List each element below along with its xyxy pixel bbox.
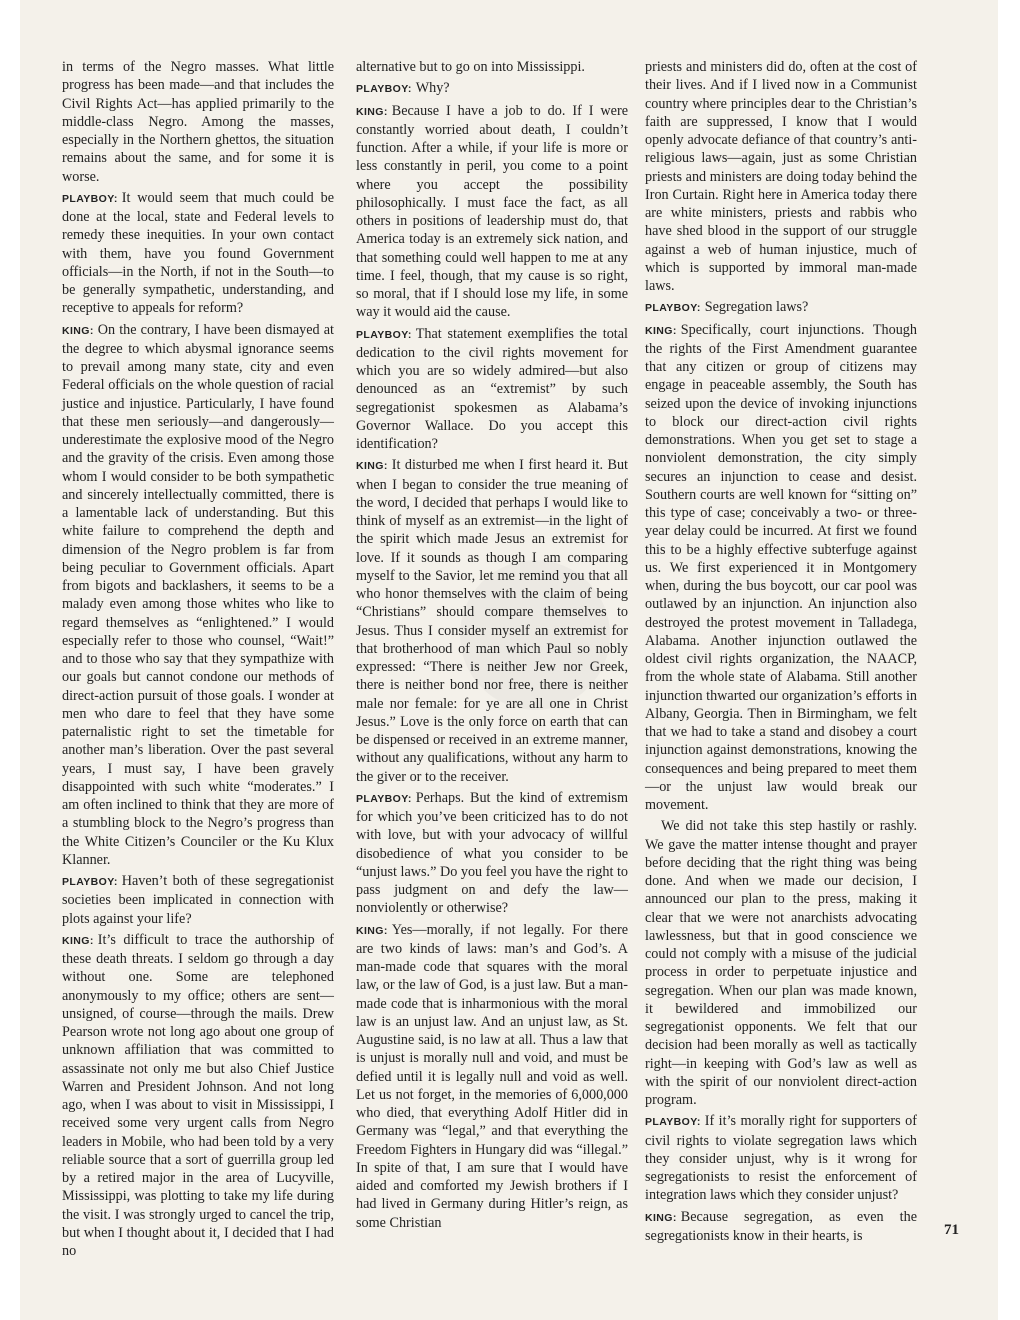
paragraph-text: in terms of the Negro masses. What little progress has been made—and that includes the Civil Rights Act—has applied primarily to the middle-class Negro. Among the masses, especially in the Northern ghettos, the situation remains about the same, and for some it is worse. — [62, 59, 334, 185]
speaker-label: PLAYBOY: — [645, 302, 701, 315]
interview-exchange — [62, 931, 334, 1261]
speaker-label: PLAYBOY: — [62, 876, 118, 888]
body-paragraph — [645, 58, 917, 295]
body-paragraph — [356, 58, 628, 76]
paragraph-text: priests and ministers did do, often at the cost of their lives. And if I lived now in a Communist country where principles dear to the Christian’s faith are suppressed, I know that I would openly advocate defiance of that country’s anti-religious laws—again, just as some Christian priests and ministers are doing today behind the Iron Curtain. Right here in America today there are white ministers, priests and rabbis who have shed blood in the support of our struggle against a web of human injustice, much of which is supported by immoral man-made laws. — [645, 59, 917, 294]
paragraph-text: Because I have a job to do. If I were constantly worried about death, I couldn’t function. After a while, if your life is more or less constantly in peril, you come to a point where you accept the possibility philosophically. I must face the fact, as all others in positions of leadership must do, that America today is an extremely sick nation, and that something could well happen to me at any time. I feel, though, that my cause is so right, so moral, that if I should lose my life, in some way it would aid the cause. — [356, 102, 628, 321]
paragraph-text: Segregation laws? — [704, 299, 809, 316]
interview-exchange — [356, 102, 628, 322]
speaker-label: KING: — [645, 1211, 677, 1224]
paragraph-text: On the contrary, I have been dismayed at the degree to which abysmal ignorance seems to prevail among many state, city and even Federal officials on the whole question of racial justice and injustice. Particularly, I have found that these men seriously—and dangerously—underestimate the explosive mood of the Negro and the gravity of the crisis. Even among those whom I would consider to be both sympathetic and sincerely intellectually committed, there is a lamentable lack of understanding. But this white failure to comprehend the depth and dimension of the Negro problem is far from being peculiar to Government officials. Apart from bigots and backlashers, it seems to be a malady even among those whites who like to regard themselves as “enlightened.” I would especially refer to those who counsel, “Wait!” and to those who say that they sympathize with our goals but cannot condone our methods of direct-action pursuit of those goals. I wonder at men who dare to feel that they have some paternalistic right to set the timetable for another man’s liberation. Over the past several years, I must say, I have been gravely disappointed with such white “moderates.” I am often inclined to think that they are more of a stumbling block to the Negro’s progress than the White Citizen’s Counciler or the Ku Klux Klanner. — [62, 321, 334, 868]
paragraph-text: If it’s morally right for supporters of civil rights to violate segregation laws which they consider unjust, why is it wrong for segregationists to resist the enforcement of integration laws which they consider unjust? — [645, 1113, 917, 1204]
interview-exchange — [356, 325, 628, 454]
text-column-3 — [645, 58, 917, 1245]
speaker-label: PLAYBOY: — [356, 792, 412, 805]
interview-exchange — [62, 872, 334, 928]
speaker-label: KING: — [356, 105, 388, 118]
speaker-label: KING: — [356, 924, 388, 937]
interview-exchange — [356, 79, 628, 98]
paragraph-text: We did not take this step hastily or rashly. We gave the matter intense thought and prayer before deciding that the right thing was being done. And when we made our decision, I announced our plan to the press, making it clear that we were not anarchists advocating lawlessness, but that in good conscience we could not comply with a misuse of the judicial process in order to perpetuate injustice and segregation. When our plan was made known, it bewildered and immobilized our segregationist opponents. We felt that our decision had been morally as well as tactically right—in keeping with God’s law as well as with the spirit of our nonviolent direct-action program. — [645, 818, 917, 1108]
paragraph-text: That statement exemplifies the total dedication to the civil rights movement for which you are so widely admired—but also denounced as an “extremist” by such segregationist spokesmen as Alabama’s Governor Wallace. Do you accept this identification? — [356, 325, 628, 452]
speaker-label: PLAYBOY: — [645, 1116, 701, 1129]
interview-exchange — [356, 789, 628, 918]
interview-exchange — [356, 921, 628, 1232]
interview-exchange — [356, 456, 628, 786]
speaker-label: PLAYBOY: — [356, 328, 412, 341]
paragraph-text: alternative but to go on into Mississippi. — [356, 59, 585, 75]
interview-exchange — [645, 298, 917, 317]
text-column-2 — [356, 58, 628, 1232]
page-number: 71 — [944, 1222, 959, 1238]
speaker-label: KING: — [62, 324, 94, 337]
interview-exchange — [62, 321, 334, 870]
paragraph-text: Haven’t both of these segregationist societies been implicated in connection with plots against your life? — [62, 873, 334, 927]
speaker-label: KING: — [356, 460, 388, 473]
magazine-page — [20, 0, 998, 1320]
body-paragraph — [62, 58, 334, 186]
interview-exchange — [62, 189, 334, 318]
speaker-label: PLAYBOY: — [62, 192, 118, 205]
interview-exchange — [645, 1208, 917, 1246]
body-paragraph — [645, 817, 917, 1109]
paragraph-text: Perhaps. But the kind of extremism for which you’ve been criticized has to do not with love, but with your advocacy of willful disobedience of what you consider to be “unjust laws.” Do you feel you have the right to pass judgment on and defy the law—nonviolently or otherwise? — [356, 789, 628, 917]
interview-exchange — [645, 321, 917, 815]
speaker-label: KING: — [645, 324, 677, 337]
text-column-1 — [62, 58, 334, 1260]
paragraph-text: Because segregation, as even the segregationists know in their hearts, is — [645, 1208, 917, 1244]
paragraph-text: Specifically, court injunctions. Though the rights of the First Amendment guarantee that any citizen or group of citizens may engage in peaceable assembly, the South has seized upon the device of invoking injunctions to block our direct-action civil rights demonstrations. When you get set to stage a nonviolent demonstration, the city simply secures an injunction to cease and desist. Southern courts are well known for “sitting on” this type of case; conceivably a two- or three-year delay could be incurred. At first we found this to be a highly effective subterfuge against us. We first experienced it in Montgomery when, during the bus boycott, our car pool was outlawed by an injunction. An injunction also destroyed the protest movement in Talladega, Alabama. Another injunction outlawed the oldest civil rights organization, the NAACP, from the whole state of Alabama. Still another injunction thwarted our organization’s efforts in Albany, Georgia. Then in Birmingham, we felt that we had to take a stand and disobey a court injunction against demonstrations, knowing the consequences and being prepared to meet them—or the unjust law would break our movement. — [645, 321, 917, 813]
paragraph-text: Why? — [415, 80, 450, 97]
paragraph-text: It disturbed me when I first heard it. But when I began to consider the true meaning of the word, I decided that perhaps I would like to think of myself as an extremist—in the light of the spirit which made Jesus an extremist for love. If it sounds as though I am comparing myself to the Savior, let me remind you that all who honor themselves with the claim of being “Christians” should compare themselves to Jesus. Thus I consider myself an extremist for that brotherhood of man which Paul so nobly expressed: “There is neither Jew nor Greek, there is neither bond nor free, there is neither male nor female: for ye are all one in Christ Jesus.” Love is the only force on earth that can be dispensed or received in an extreme manner, without any qualifications, without any harm to the giver or to the receiver. — [356, 457, 628, 785]
speaker-label: KING: — [62, 934, 94, 947]
speaker-label: PLAYBOY: — [356, 83, 412, 96]
paragraph-text: It’s difficult to trace the authorship of these death threats. I seldom go through a day without one. Some are telephoned anonymously to my office; others are sent—unsigned, of course—through the mails. Drew Pearson wrote not long ago about one group of unknown affiliation that was committed to assassinate not only me but also Chief Justice Warren and President Johnson. And not long ago, when I was about to visit in Mississippi, I received some very urgent calls from Negro leaders in Mobile, who had been told by a very reliable source that a sort of guerrilla group led by a retired major in the area of Lucyville, Mississippi, was plotting to take my life during the visit. I was strongly urged to cancel the trip, but when I thought about it, I decided that I had no — [62, 931, 334, 1259]
interview-exchange — [645, 1112, 917, 1204]
paragraph-text: Yes—morally, if not legally. For there are two kinds of laws: man’s and God’s. A man-made code that squares with the moral law, or the law of God, is a just law. But a man-made code that is inharmonious with the moral law is an unjust law. And an unjust law, as St. Augustine said, is no law at all. Thus a law that is unjust is morally null and void, and must be defied until it is legally null and void as well. Let us not forget, in the memories of 6,000,000 who died, that everything Adolf Hitler did in Germany was “legal,” and that everything the Freedom Fighters in Hungary did was “illegal.” In spite of that, I am sure that I would have aided and comforted my Jewish brothers if I had lived in Germany during Hitler’s reign, as some Christian — [356, 921, 628, 1231]
paragraph-text: It would seem that much could be done at the local, state and Federal levels to remedy these inequities. In your own contact with them, have you found Government officials—in the North, if not in the South—to be generally sympathetic, understanding, and receptive to appeals for reform? — [62, 189, 334, 317]
